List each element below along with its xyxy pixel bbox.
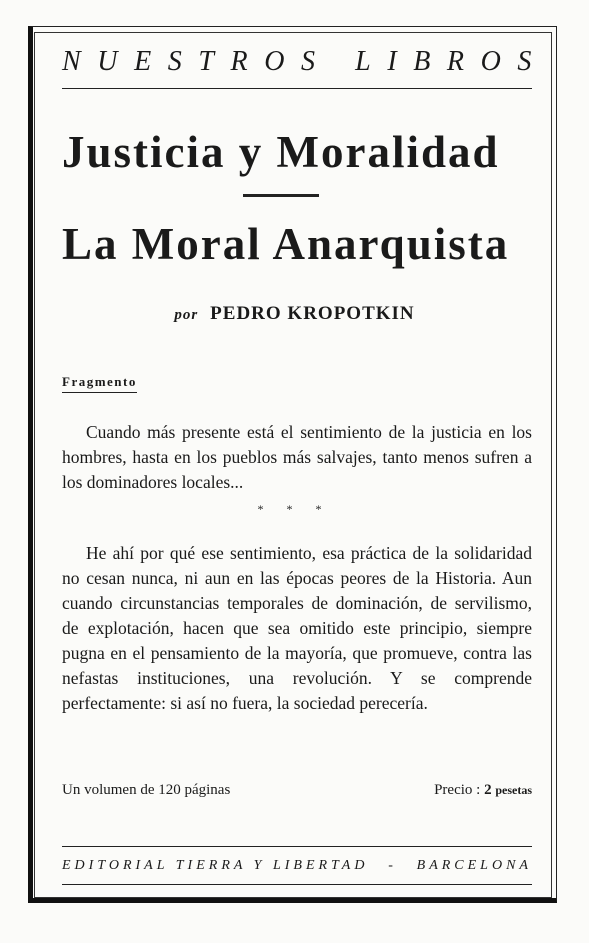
series-title-letter	[332, 46, 340, 78]
series-title	[62, 46, 532, 78]
price-info	[434, 782, 532, 799]
series-title-letter: U	[97, 46, 118, 77]
author-name: PEDRO KROPOTKIN	[210, 303, 415, 324]
title-divider	[243, 194, 319, 197]
series-title-letter: L	[355, 46, 372, 77]
series-title-letter: B	[413, 46, 431, 77]
series-title-letter: I	[387, 46, 398, 77]
series-title-rule	[62, 88, 532, 89]
book-title-line-2: La Moral Anarquista	[62, 219, 510, 269]
byline	[0, 303, 589, 325]
byline-prefix: por	[174, 307, 199, 323]
series-title-letter: O	[480, 46, 502, 77]
price-label: Precio :	[434, 782, 481, 798]
series-title-letter: R	[230, 46, 249, 77]
paragraph-1-text: Cuando más presente está el sentimiento de la justicia en los hombres, hasta en los pueblos más salvajes, tanto menos sufren a los dominadores locales...	[62, 422, 532, 492]
separator-stars: * * *	[257, 502, 332, 516]
section-label: Fragmento	[62, 374, 137, 393]
publisher-rule-bottom	[62, 884, 532, 885]
series-title-letter: R	[446, 46, 465, 77]
series-title-letter: N	[62, 46, 82, 77]
publisher-dash: -	[388, 858, 397, 873]
publisher-line	[62, 858, 532, 874]
series-title-letter: S	[301, 46, 316, 77]
publisher-name: EDITORIAL TIERRA Y LIBERTAD	[62, 858, 369, 873]
series-title-letter: O	[264, 46, 285, 77]
paragraph-2-text: He ahí por qué ese sentimiento, esa práctica de la solidaridad no cesan nunca, ni aun en las épocas peores de la Historia. Aun cuando circunstancias temporales de dominación, de servilismo, de explotación, hacen que sea omitido este principio, siempre pugna en el pensamiento de la mayoría, que promueve, contra las nefastas instituciones, una revolución. Y se comprende perfectamente: si así no fuera, la sociedad perecería.	[62, 543, 532, 713]
price-currency: pesetas	[495, 783, 532, 797]
price-amount: 2	[484, 782, 492, 798]
series-title-letter: E	[134, 46, 152, 77]
volume-info: Un volumen de 120 páginas	[62, 782, 231, 798]
paragraph-1	[62, 420, 532, 495]
publisher-city: BARCELONA	[416, 858, 532, 873]
paragraph-2	[62, 541, 532, 716]
series-title-letter: S	[517, 46, 532, 77]
book-title-line-1: Justicia y Moralidad	[62, 127, 500, 177]
publisher-rule-top	[62, 846, 532, 847]
series-title-letter: T	[198, 46, 215, 77]
series-title-letter: S	[167, 46, 183, 77]
